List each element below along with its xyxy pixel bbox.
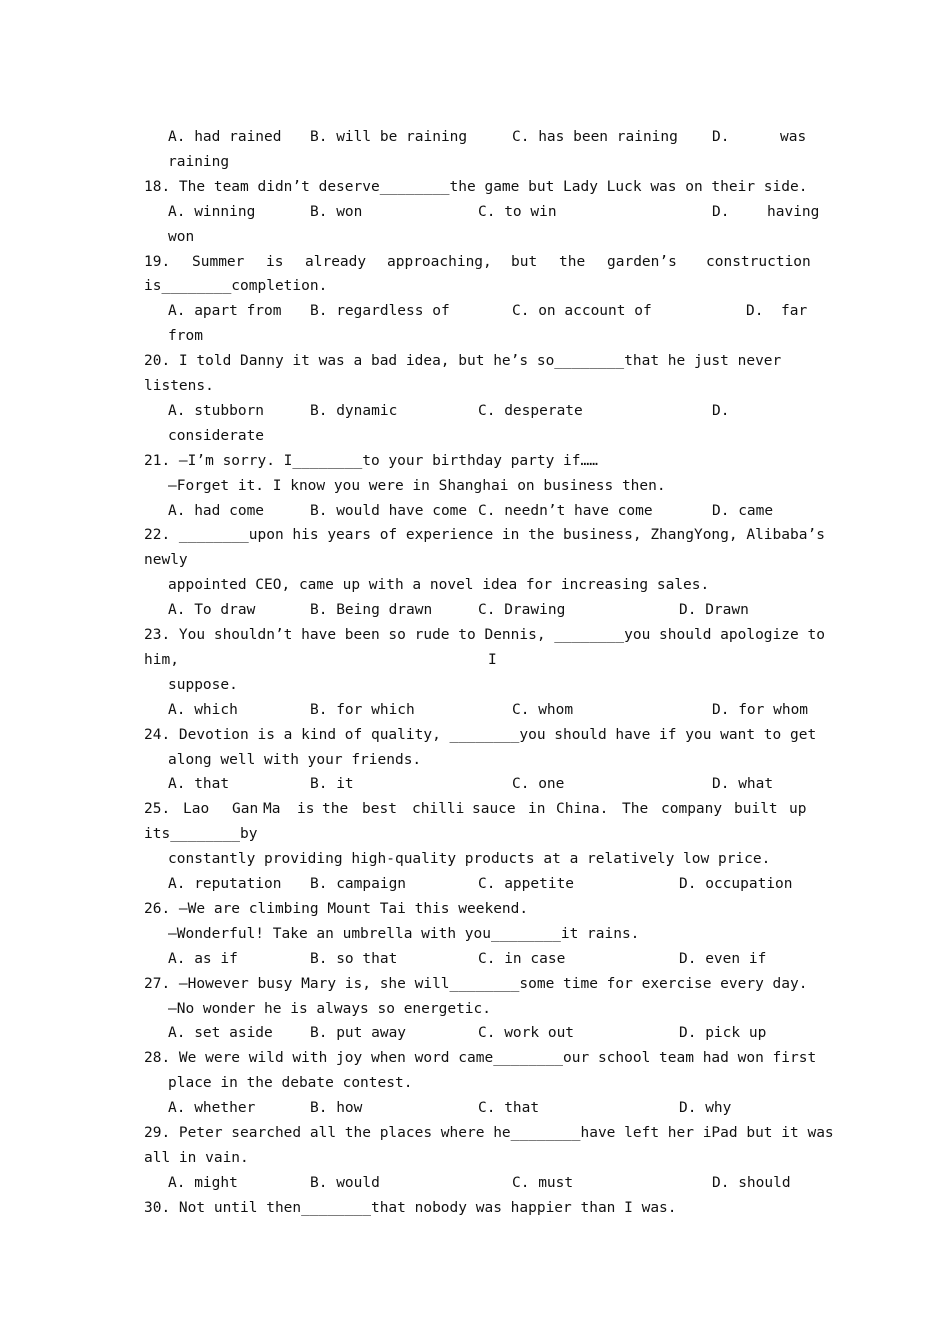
- text-line-42-part-3: D. should: [712, 1174, 791, 1191]
- text-line-27-part-9: in: [528, 801, 546, 818]
- text-line-19-part-2: C. Drawing: [478, 602, 566, 619]
- text-line-5-part-8: construction: [706, 253, 811, 270]
- text-line-27-part-8: sauce: [472, 801, 516, 818]
- text-line-11-part-1: B. dynamic: [310, 402, 398, 419]
- text-line-5-part-3: already: [305, 253, 367, 270]
- text-line-0-part-2: C. has been raining: [512, 129, 678, 145]
- text-line-36-part-0: A. set aside: [168, 1025, 273, 1042]
- text-line-15-part-1: B. would have come: [310, 502, 468, 519]
- text-line-27-part-7: chilli: [412, 801, 465, 818]
- text-line-21-part-0: him,: [144, 651, 179, 668]
- text-line-26-part-3: D. what: [712, 776, 774, 793]
- text-line-5-part-5: but: [511, 253, 538, 270]
- text-line-33-part-1: B. so that: [310, 950, 398, 967]
- text-line-26-part-0: A. that: [168, 776, 230, 793]
- text-line-32-part-0: —Wonderful! Take an umbrella with you________it rains.: [168, 925, 640, 942]
- text-line-15-part-3: D. came: [712, 502, 774, 519]
- text-line-5-part-0: 19.: [144, 253, 171, 270]
- text-line-4-part-0: won: [168, 228, 195, 245]
- text-line-19-part-3: D. Drawn: [679, 602, 749, 619]
- text-line-36-part-3: D. pick up: [679, 1025, 767, 1042]
- text-line-3-part-4: having: [767, 203, 820, 220]
- text-line-18-part-0: appointed CEO, came up with a novel idea for increasing sales.: [168, 577, 710, 594]
- text-line-42-part-2: C. must: [512, 1174, 574, 1191]
- text-line-36-part-1: B. put away: [310, 1025, 407, 1042]
- text-line-27-part-12: company: [661, 801, 723, 818]
- text-line-42-part-0: A. might: [168, 1174, 238, 1191]
- text-line-27-part-2: Gan: [232, 801, 259, 818]
- text-line-9-part-0: 20. I told Danny it was a bad idea, but he’s so________that he just never: [144, 353, 782, 370]
- text-line-6-part-0: is________completion.: [144, 278, 328, 295]
- text-line-25-part-0: along well with your friends.: [168, 751, 422, 768]
- text-line-23-part-2: C. whom: [512, 701, 574, 718]
- text-line-5-part-1: Summer: [192, 253, 245, 270]
- text-line-30-part-1: B. campaign: [310, 876, 407, 892]
- text-line-0-part-1: B. will be raining: [310, 129, 468, 145]
- text-line-7-part-3: D.: [746, 303, 764, 320]
- text-line-3-part-1: B. won: [310, 203, 363, 220]
- text-line-3-part-3: D.: [712, 203, 730, 220]
- text-line-28-part-0: its________by: [144, 826, 258, 843]
- text-line-30-part-3: D. occupation: [679, 876, 793, 892]
- text-line-0-part-0: A. had rained: [168, 129, 282, 145]
- text-line-38-part-0: place in the debate contest.: [168, 1075, 413, 1092]
- text-line-7-part-1: B. regardless of: [310, 303, 450, 320]
- text-line-5-part-6: the: [559, 253, 586, 270]
- text-line-41-part-0: all in vain.: [144, 1149, 249, 1166]
- text-line-39-part-3: D. why: [679, 1100, 732, 1117]
- text-line-23-part-3: D. for whom: [712, 701, 809, 718]
- text-line-5-part-4: approaching,: [387, 253, 492, 270]
- text-line-0-part-3: D.: [712, 129, 730, 145]
- text-line-40-part-0: 29. Peter searched all the places where he________have left her iPad but it was: [144, 1125, 834, 1141]
- text-line-3-part-0: A. winning: [168, 203, 256, 220]
- text-line-11-part-3: D.: [712, 402, 730, 419]
- text-line-7-part-0: A. apart from: [168, 303, 282, 320]
- text-line-35-part-0: —No wonder he is always so energetic.: [168, 1000, 492, 1017]
- text-line-26-part-1: B. it: [310, 776, 354, 793]
- text-line-22-part-0: suppose.: [168, 676, 238, 693]
- text-line-7-part-4: far: [781, 303, 808, 320]
- text-line-15-part-0: A. had come: [168, 502, 265, 519]
- text-line-14-part-0: —Forget it. I know you were in Shanghai on business then.: [168, 477, 666, 494]
- text-line-2-part-0: 18. The team didn’t deserve________the game but Lady Luck was on their side.: [144, 178, 808, 195]
- text-line-21-part-1: I: [488, 651, 497, 668]
- text-line-39-part-1: B. how: [310, 1100, 363, 1117]
- text-line-8-part-0: from: [168, 328, 203, 345]
- text-line-39-part-0: A. whether: [168, 1100, 256, 1117]
- text-line-11-part-2: C. desperate: [478, 402, 583, 419]
- text-line-26-part-2: C. one: [512, 776, 565, 793]
- text-line-31-part-0: 26. —We are climbing Mount Tai this weekend.: [144, 900, 529, 917]
- text-line-27-part-3: Ma: [263, 801, 281, 818]
- text-line-37-part-0: 28. We were wild with joy when word came________our school team had won first: [144, 1050, 817, 1067]
- text-line-43-part-0: 30. Not until then________that nobody was happier than I was.: [144, 1199, 677, 1216]
- text-line-27-part-0: 25.: [144, 801, 171, 818]
- text-line-30-part-0: A. reputation: [168, 876, 282, 892]
- text-line-5-part-7: garden’s: [607, 253, 677, 270]
- text-line-36-part-2: C. work out: [478, 1025, 575, 1042]
- text-line-7-part-2: C. on account of: [512, 303, 652, 320]
- text-line-33-part-3: D. even if: [679, 950, 767, 967]
- text-line-39-part-2: C. that: [478, 1100, 540, 1117]
- text-line-30-part-2: C. appetite: [478, 876, 575, 892]
- text-line-23-part-0: A. which: [168, 701, 238, 718]
- text-line-27-part-13: built: [734, 801, 778, 818]
- text-line-33-part-0: A. as if: [168, 950, 238, 967]
- text-line-27-part-11: The: [622, 801, 649, 818]
- text-line-3-part-2: C. to win: [478, 203, 557, 220]
- text-line-42-part-1: B. would: [310, 1174, 380, 1191]
- text-line-20-part-0: 23. You shouldn’t have been so rude to Dennis, ________you should apologize to: [144, 627, 825, 643]
- text-line-13-part-0: 21. —I’m sorry. I________to your birthday party if……: [144, 452, 598, 469]
- text-line-23-part-1: B. for which: [310, 701, 415, 718]
- text-line-0-part-4: was: [780, 129, 807, 145]
- text-line-12-part-0: considerate: [168, 427, 265, 444]
- text-line-33-part-2: C. in case: [478, 950, 566, 967]
- text-line-27-part-5: the: [322, 801, 349, 818]
- text-line-24-part-0: 24. Devotion is a kind of quality, ________you should have if you want to get: [144, 726, 817, 743]
- text-line-29-part-0: constantly providing high-quality products at a relatively low price.: [168, 851, 771, 868]
- text-line-27-part-6: best: [362, 801, 397, 818]
- text-line-16-part-0: 22. ________upon his years of experience in the business, ZhangYong, Alibaba’s: [144, 527, 825, 544]
- text-line-5-part-2: is: [266, 253, 284, 270]
- text-line-19-part-1: B. Being drawn: [310, 602, 433, 619]
- text-line-19-part-0: A. To draw: [168, 602, 256, 619]
- text-line-27-part-4: is: [297, 801, 315, 818]
- text-line-34-part-0: 27. —However busy Mary is, she will________some time for exercise every day.: [144, 975, 808, 992]
- text-line-1-part-0: raining: [168, 153, 230, 170]
- text-line-27-part-1: Lao: [183, 801, 210, 818]
- text-line-27-part-14: up: [789, 801, 807, 818]
- text-line-10-part-0: listens.: [144, 378, 214, 394]
- text-line-27-part-10: China.: [556, 801, 609, 818]
- text-line-11-part-0: A. stubborn: [168, 402, 265, 419]
- text-line-17-part-0: newly: [144, 552, 188, 569]
- text-line-15-part-2: C. needn’t have come: [478, 502, 653, 519]
